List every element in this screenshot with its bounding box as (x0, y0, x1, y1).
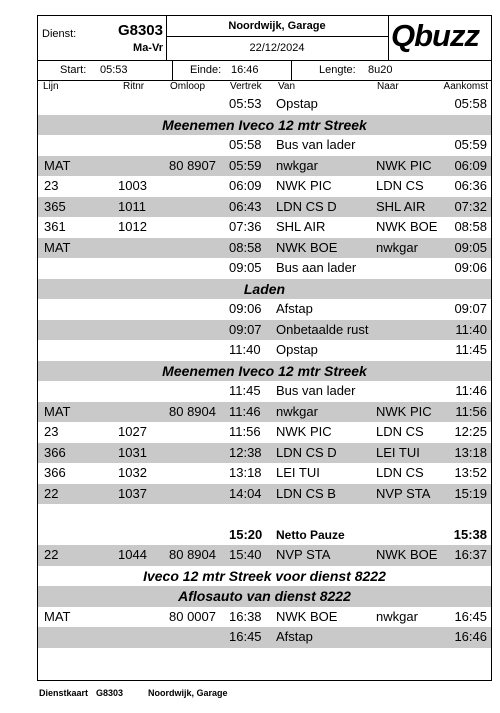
date: 22/12/2024 (249, 42, 305, 54)
einde-value: 16:46 (231, 64, 259, 76)
section-heading (38, 586, 491, 607)
cell-lijn: 22 (44, 547, 59, 562)
cell-aankomst: 05:58 (454, 96, 487, 111)
table-row (38, 422, 491, 443)
einde-label: Einde: (190, 64, 222, 76)
cell-van: Opstap (276, 342, 318, 357)
table-row (38, 94, 491, 115)
table-row (38, 504, 491, 525)
cell-aankomst: 05:59 (454, 137, 487, 152)
cell-van: NWK PIC (276, 424, 332, 439)
col-van: Van (278, 81, 296, 92)
table-row (38, 627, 491, 648)
col-aankomst: Aankomst (443, 81, 488, 92)
table-row (38, 340, 491, 361)
cell-ritnr: 1011 (118, 198, 146, 214)
cell-aankomst: 09:05 (454, 239, 487, 255)
table-row (38, 545, 491, 566)
start-value: 05:53 (100, 64, 128, 76)
cell-ritnr: 1031 (118, 444, 147, 460)
cell-naar: LDN CS (376, 465, 424, 480)
cell-aankomst: 15:38 (453, 526, 487, 542)
section-heading-text: Meenemen Iveco 12 mtr Streek (162, 116, 367, 133)
cell-naar: NVP STA (376, 485, 431, 501)
table-row (38, 197, 491, 218)
table-row (38, 484, 491, 505)
cell-vertrek: 15:20 (229, 526, 263, 542)
section-heading-text: Iveco 12 mtr Streek voor dienst 8222 (143, 567, 386, 584)
section-heading-text: Laden (243, 280, 286, 297)
cell-lijn: MAT (44, 403, 71, 419)
cell-lijn: 22 (44, 485, 59, 501)
section-heading (38, 115, 491, 136)
dienst-box (38, 16, 167, 60)
cell-aankomst: 09:07 (454, 301, 487, 316)
cell-vertrek: 15:40 (229, 547, 262, 562)
footer-label: Dienstkaart (39, 688, 89, 698)
cell-lijn: MAT (44, 608, 71, 624)
cell-naar: SHL AIR (376, 198, 426, 214)
col-lijn: Lijn (43, 81, 59, 92)
cell-vertrek: 09:06 (229, 301, 262, 316)
cell-van: LDN CS D (276, 198, 337, 214)
table-row (38, 463, 491, 484)
cell-aankomst: 11:56 (455, 403, 487, 419)
cell-aankomst: 08:58 (454, 219, 487, 234)
cell-van: LEI TUI (276, 465, 320, 480)
cell-vertrek: 12:38 (229, 444, 262, 460)
times-bar (38, 60, 491, 81)
col-vertrek: Vertrek (230, 81, 262, 92)
cell-vertrek: 11:56 (229, 424, 261, 439)
cell-van: Netto Pauze (276, 527, 345, 542)
cell-vertrek: 05:58 (229, 137, 262, 152)
table-row (38, 443, 491, 464)
divider (172, 60, 173, 80)
location-date-box (166, 16, 389, 60)
dienst-days: Ma-Vr (133, 42, 163, 54)
lengte-label: Lengte: (319, 64, 356, 76)
table-row (38, 176, 491, 197)
cell-lijn: 23 (44, 424, 59, 439)
cell-aankomst: 12:25 (454, 424, 487, 439)
section-heading-text: Aflosauto van dienst 8222 (178, 588, 351, 604)
cell-van: Afstap (276, 629, 313, 644)
cell-aankomst: 11:45 (455, 342, 487, 357)
service-card (37, 15, 492, 681)
cell-naar: NWK PIC (376, 157, 432, 173)
col-naar: Naar (377, 81, 399, 92)
cell-vertrek: 09:07 (229, 321, 262, 337)
cell-aankomst: 16:45 (454, 608, 487, 624)
cell-omloop: 80 8907 (169, 157, 216, 173)
cell-ritnr: 1012 (118, 219, 147, 234)
cell-lijn: MAT (44, 239, 71, 255)
cell-vertrek: 08:58 (229, 239, 262, 255)
table-row (38, 299, 491, 320)
cell-van: Bus aan lader (276, 260, 357, 275)
cell-vertrek: 07:36 (229, 219, 262, 234)
table-row (38, 217, 491, 238)
cell-vertrek: 05:53 (229, 96, 262, 111)
divider (291, 60, 292, 80)
cell-lijn: MAT (44, 157, 71, 173)
cell-aankomst: 09:06 (454, 260, 487, 275)
pause-row (38, 525, 491, 546)
cell-lijn: 366 (44, 465, 66, 480)
lengte-value: 8u20 (368, 64, 393, 76)
dienst-number: G8303 (117, 22, 163, 39)
cell-van: Opstap (276, 96, 318, 111)
cell-aankomst: 06:36 (454, 178, 487, 193)
cell-van: nwkgar (276, 403, 318, 419)
cell-aankomst: 16:37 (454, 547, 487, 562)
cell-ritnr: 1044 (118, 547, 147, 562)
table-row (38, 320, 491, 341)
cell-lijn: 361 (44, 219, 66, 234)
cell-ritnr: 1003 (118, 178, 147, 193)
cell-omloop: 80 8904 (169, 547, 216, 562)
cell-van: Afstap (276, 301, 313, 316)
footer-location: Noordwijk, Garage (148, 688, 228, 698)
cell-ritnr: 1027 (118, 424, 147, 439)
cell-ritnr: 1032 (118, 465, 147, 480)
footer-dienst: G8303 (96, 688, 124, 698)
cell-van: LDN CS D (276, 444, 337, 460)
cell-lijn: 366 (44, 444, 66, 460)
cell-van: NVP STA (276, 547, 331, 562)
table-row (38, 381, 491, 402)
col-ritnr: Ritnr (123, 81, 145, 92)
table-row (38, 238, 491, 259)
cell-vertrek: 05:59 (229, 157, 262, 173)
table-row (38, 258, 491, 279)
table-row (38, 156, 491, 177)
cell-naar: nwkgar (376, 608, 418, 624)
dienst-label: Dienst: (42, 28, 77, 40)
cell-aankomst: 13:18 (454, 444, 487, 460)
cell-naar: NWK BOE (376, 547, 438, 562)
cell-aankomst: 15:19 (454, 485, 487, 501)
section-heading (38, 566, 491, 587)
cell-aankomst: 16:46 (454, 629, 487, 644)
cell-lijn: 365 (44, 198, 66, 214)
cell-naar: LEI TUI (376, 444, 420, 460)
cell-van: Onbetaalde rust (276, 321, 369, 337)
cell-vertrek: 16:45 (229, 629, 262, 644)
cell-aankomst: 13:52 (454, 465, 487, 480)
cell-naar: LDN CS (376, 424, 424, 439)
card-header (38, 16, 491, 61)
cell-omloop: 80 0007 (169, 608, 216, 624)
cell-vertrek: 16:38 (229, 608, 262, 624)
cell-vertrek: 11:46 (229, 403, 261, 419)
cell-aankomst: 07:32 (454, 198, 487, 214)
cell-van: LDN CS B (276, 485, 336, 501)
cell-van: NWK PIC (276, 178, 332, 193)
cell-van: NWK BOE (276, 608, 338, 624)
column-header (38, 80, 491, 94)
qbuzz-logo: Qbuzz (391, 18, 479, 53)
cell-vertrek: 11:40 (229, 342, 261, 357)
cell-van: nwkgar (276, 157, 318, 173)
cell-vertrek: 13:18 (229, 465, 262, 480)
cell-aankomst: 11:46 (455, 383, 487, 398)
cell-naar: NWK PIC (376, 403, 432, 419)
cell-ritnr: 1037 (118, 485, 147, 501)
location: Noordwijk, Garage (166, 16, 388, 37)
start-label: Start: (60, 64, 87, 76)
cell-vertrek: 06:43 (229, 198, 262, 214)
cell-lijn: 23 (44, 178, 59, 193)
cell-naar: NWK BOE (376, 219, 438, 234)
cell-van: SHL AIR (276, 219, 326, 234)
cell-vertrek: 06:09 (229, 178, 262, 193)
schedule-table (38, 94, 491, 648)
col-omloop: Omloop (170, 81, 206, 92)
cell-omloop: 80 8904 (169, 403, 216, 419)
cell-naar: nwkgar (376, 239, 418, 255)
brand-box (389, 16, 491, 60)
table-row (38, 402, 491, 423)
section-heading (38, 361, 491, 382)
cell-vertrek: 09:05 (229, 260, 262, 275)
cell-vertrek: 14:04 (229, 485, 262, 501)
cell-vertrek: 11:45 (229, 383, 261, 398)
table-row (38, 607, 491, 628)
cell-naar: LDN CS (376, 178, 424, 193)
cell-van: NWK BOE (276, 239, 338, 255)
section-heading (38, 279, 491, 300)
cell-van: Bus van lader (276, 137, 356, 152)
cell-aankomst: 11:40 (455, 321, 487, 337)
table-row (38, 135, 491, 156)
cell-van: Bus van lader (276, 383, 356, 398)
section-heading-text: Meenemen Iveco 12 mtr Streek (162, 362, 367, 379)
cell-aankomst: 06:09 (454, 157, 487, 173)
